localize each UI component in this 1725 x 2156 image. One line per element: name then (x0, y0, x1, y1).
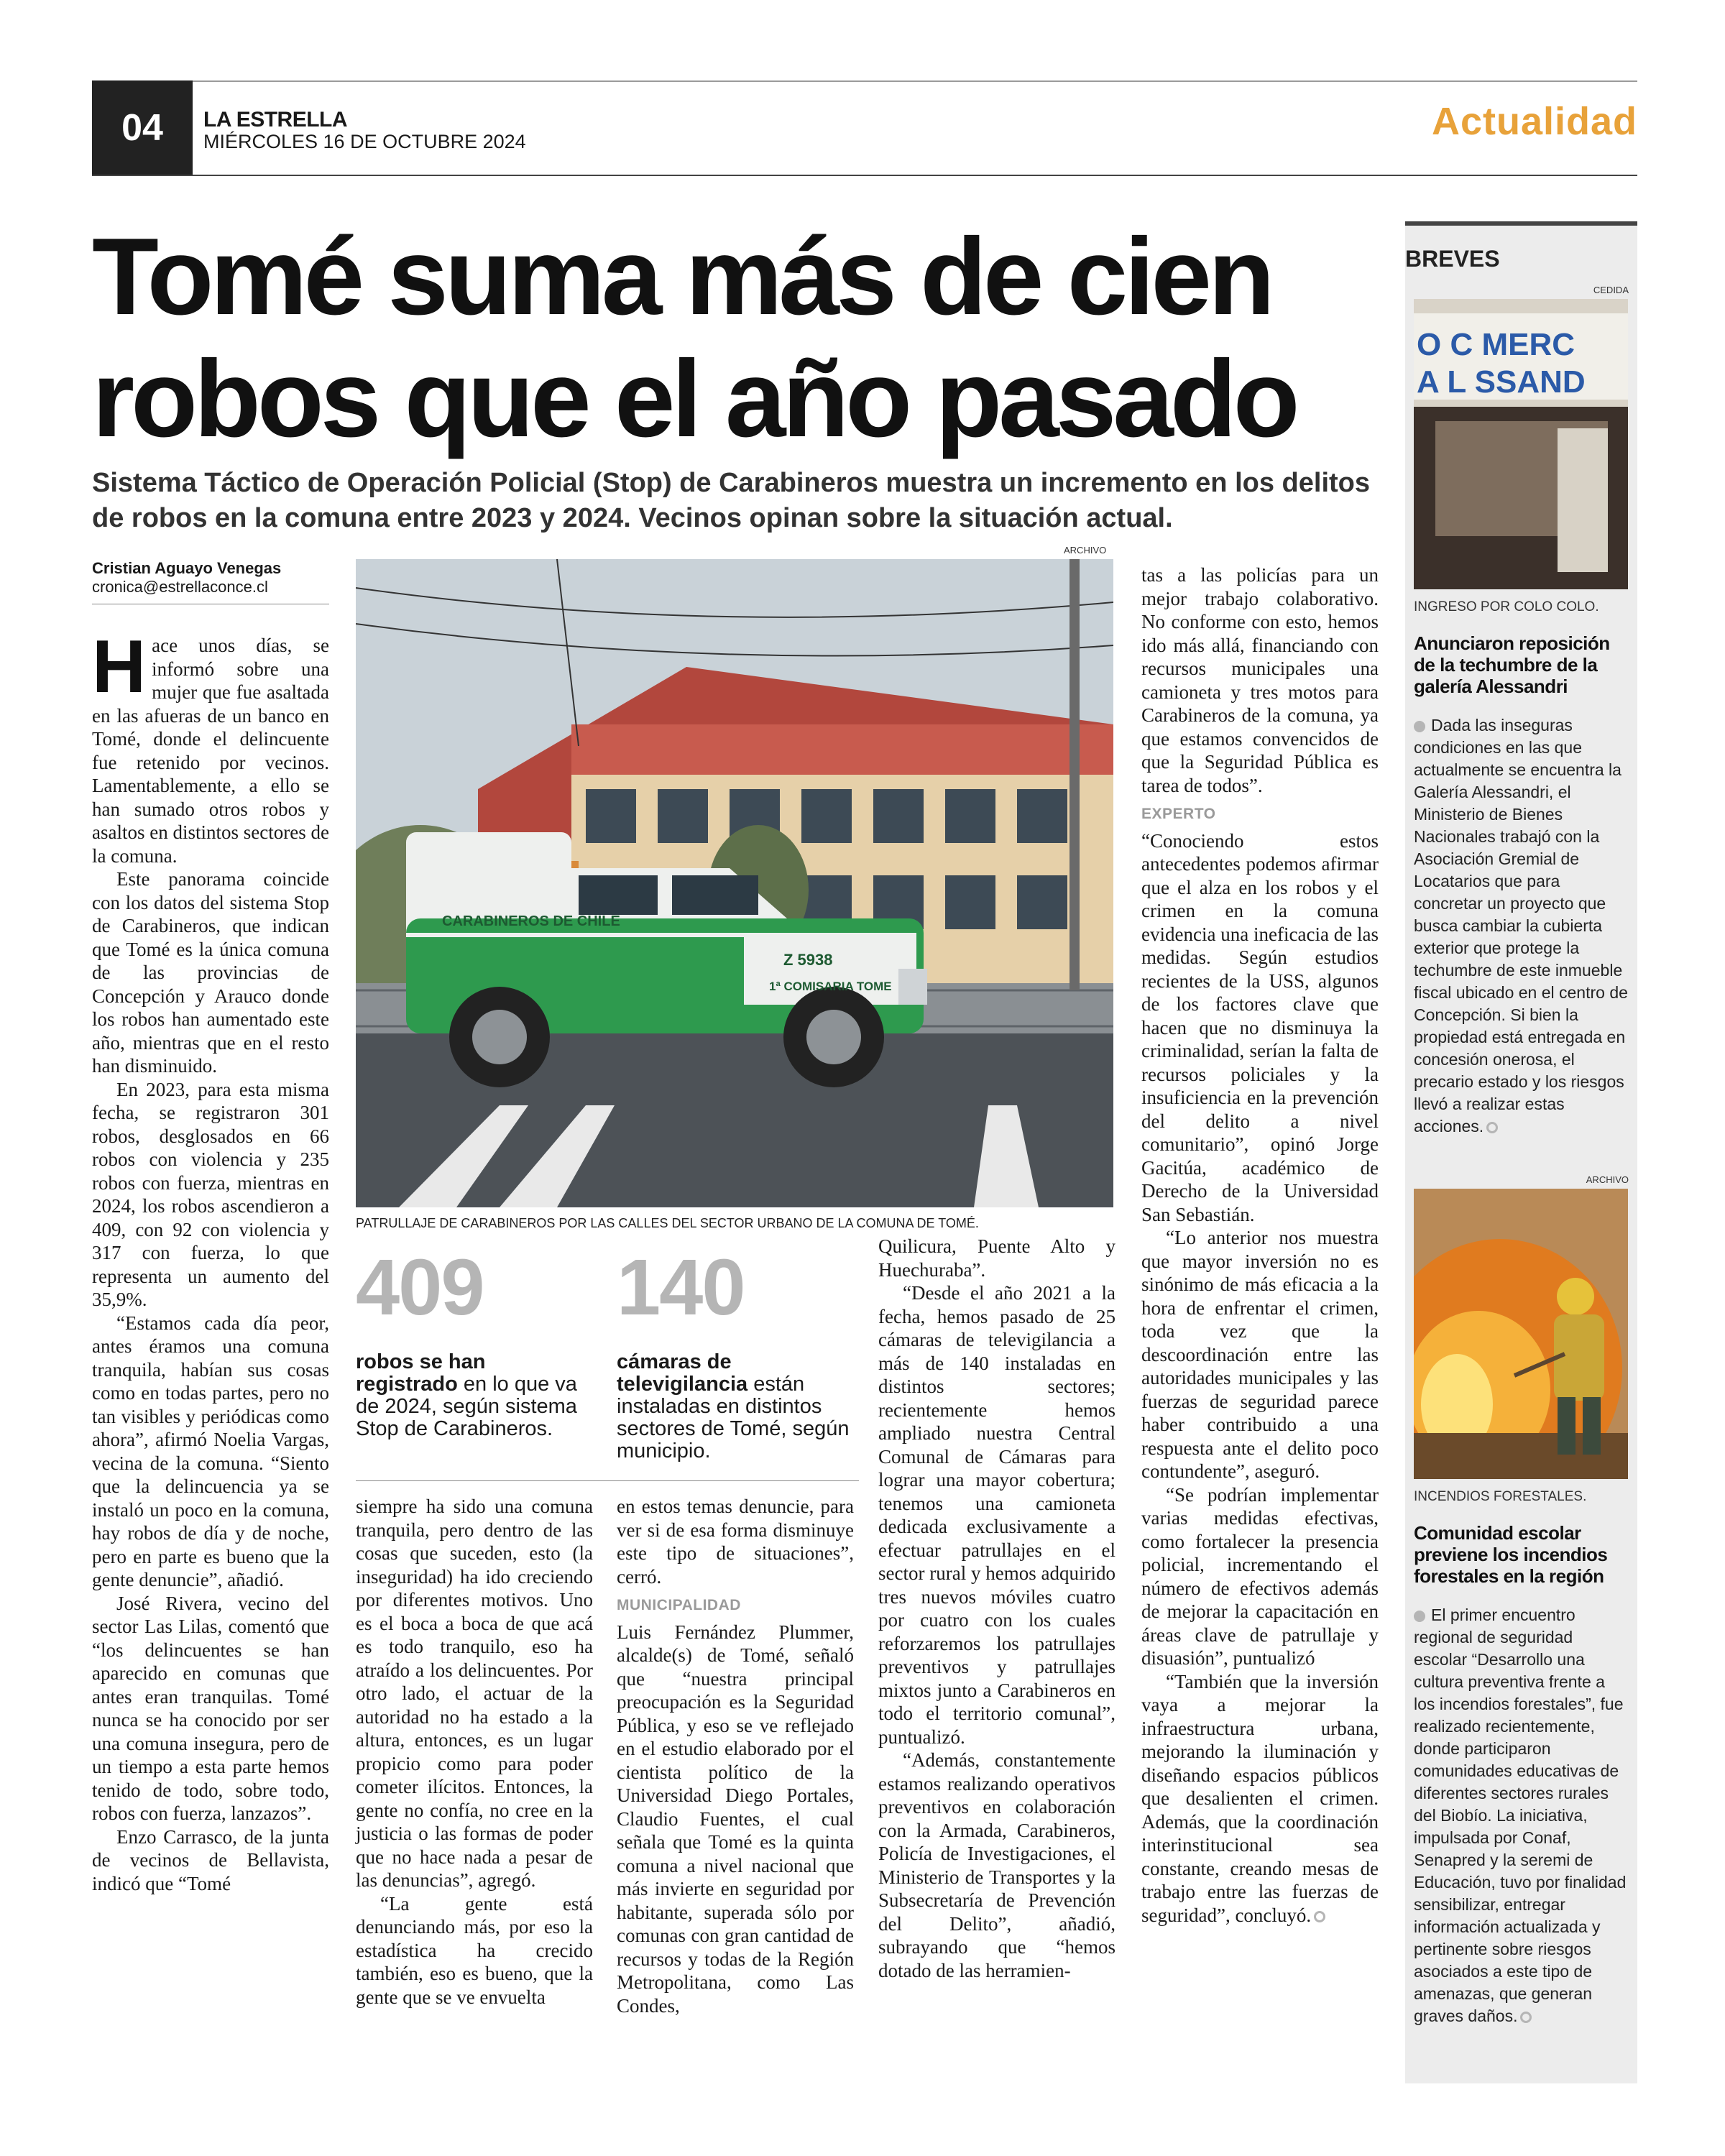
col5-para-4: “También que la inversión vaya a mejorar la infraestructura urbana, mejorando la iluminación y diseñando espacios públicos que desalienten el crimen. Además, que la coordinación interinstitucional sea constante, creando mesas de trabajo entre las fuerzas de seguridad”, concluyó. (1141, 1670, 1379, 1926)
end-mark-icon (1520, 2012, 1532, 2023)
paper-name: LA ESTRELLA (203, 108, 348, 132)
gallery-entrance-photo (1414, 299, 1628, 589)
col1-para-5: José Rivera, vecino del sector Las Lilas, comentó que “los delincuentes se han aparecido en comunas que antes eran tranquilas. Tomé nunca se ha conocido por ser una comuna insegura, pero de un tiempo a esta parte hemos tenido de todo, sobre todo, robos con fuerza, lanzazos”. (92, 1592, 329, 1824)
bullet-icon (1414, 1611, 1425, 1622)
col4-para-1: Quilicura, Puente Alto y Huechuraba”. (878, 1235, 1116, 1281)
end-mark-icon (1314, 1911, 1325, 1922)
stat2-text: cámaras de televigilancia están instaladas en distintos sectores de Tomé, según municipio. (617, 1350, 850, 1462)
col5-para-top: tas a las policías para un mejor trabajo colaborativo. No conforme con esto, hemos ido más allá, financiando con recursos municipales una camioneta y tres motos para Carabineros de la comuna, ya que estamos convencidos de que la Seguridad Pública es tarea de todos”. (1141, 564, 1379, 796)
photo-caption: PATRULLAJE DE CARABINEROS POR LAS CALLES DEL SECTOR URBANO DE LA COMUNA DE TOMÉ. (356, 1216, 979, 1230)
brief1-credit: CEDIDA (1593, 285, 1629, 295)
col5-para-2: “Lo anterior nos muestra que mayor inversión no es sinónimo de más eficacia a la hora de enfrentar el crimen, toda vez que la descoordinación entre las autoridades municipales y las fuerzas de seguridad parece haber contribuido a una respuesta ante el delito poco contundente”, aseguró. (1141, 1227, 1379, 1482)
sign-top: O C MERC (1417, 327, 1575, 362)
stat1-number: 409 (356, 1243, 484, 1332)
subhead-municipalidad: MUNICIPALIDAD (617, 1597, 741, 1613)
byline-email: cronica@estrellaconce.cl (92, 578, 268, 596)
col5-para-1: “Conociendo estos antecedentes podemos afirmar que el alza en los robos y el crimen en la comuna evidencia una ineficacia de las medidas. Según estudios recientes de la USS, algunos de los factores clave que hacen que no disminuya la criminalidad, serían la falta de recursos policiales y la insuficiencia en la prevención del delito a nivel comunitario”, opinó Jorge Gacitúa, académico de Derecho de la Universidad San Sebastián. (1141, 829, 1379, 1225)
section-title: Actualidad (1431, 100, 1637, 143)
header-bottom-rule (92, 175, 1637, 176)
sign-bottom: A L SSAND (1417, 364, 1586, 400)
stat2-number: 140 (617, 1243, 745, 1332)
brief1-caption: INGRESO POR COLO COLO. (1414, 599, 1599, 614)
truck-label: CARABINEROS DE CHILE (442, 913, 620, 929)
top-rule (92, 80, 1637, 82)
brief2-caption: INCENDIOS FORESTALES. (1414, 1489, 1587, 1504)
brief2-credit: ARCHIVO (1586, 1174, 1629, 1185)
col2-para-2: “La gente está denunciando más, por eso la estadística ha crecido también, eso es bueno, que la gente que se ve envuelta (356, 1892, 593, 2008)
stat1-text: robos se han registrado en lo que va de 2024, según sistema Stop de Carabineros. (356, 1350, 577, 1440)
col1-para-3: En 2023, para esta misma fecha, se registraron 301 robos, desglosados en 66 robos con violencia y 235 robos con fuerza, mientras en 2024, los robos ascendieron a 409, con 92 con violencia y 317 con fuerza, lo que representa un aumento del 35,9%. (92, 1078, 329, 1310)
headline-line2: robos que el año pasado (92, 338, 1297, 460)
col3-para-top: en estos temas denuncie, para ver si de esa forma disminuye este tipo de situaciones”, cerró. (617, 1496, 854, 1588)
headline-line1: Tomé suma más de cien (92, 216, 1271, 338)
bullet-icon (1414, 721, 1425, 732)
deck: Sistema Táctico de Operación Policial (Stop) de Carabineros muestra un incremento en los delitos de robos en la comuna entre 2023 y 2024. Vecinos opinan sobre la situación actual. (92, 468, 1371, 533)
drop-cap: H (92, 625, 147, 709)
col1-para-6: Enzo Carrasco, de la junta de vecinos de Bellavista, indicó que “Tomé (92, 1825, 329, 1894)
page-number: 04 (121, 107, 163, 149)
photo-credit: ARCHIVO (1064, 545, 1107, 556)
column-4 (878, 1235, 1116, 1982)
brief2-body: El primer encuentro regional de seguridad escolar “Desarrollo una cultura preventiva frente a los incendios forestales”, fue realizado recientemente, donde participaron comunidades educativas de diferentes sectores rurales del Biobío. La iniciativa, impulsada por Conaf, Senapred y la seremi de Educación, tuvo por finalidad sensibilizar, entregar información actualizada y pertinente sobre riesgos asociados a este tipo de amenazas, que generan graves daños. (1414, 1606, 1627, 2025)
firefighter-photo (1414, 1189, 1628, 1479)
col5-para-3: “Se podrían implementar varias medidas efectivas, como fortalecer la presencia policial, incrementando el número de efectivos además de mejorar la capacitación en áreas clave de patrullaje y disuasión”, puntualizó (1141, 1483, 1379, 1669)
col3-para-1: Luis Fernández Plummer, alcalde(s) de Tomé, señaló que “nuestra principal preocupación es la Seguridad Pública, y eso se ve reflejado en el estudio elaborado por el cientista político de la Universidad Diego Portales, Claudio Fuentes, el cual señala que Tomé es la quinta comuna a nivel nacional que más invierte en seguridad por habitante, superada sólo por comunas con gran cantidad de recursos y todas de la Región Metropolitana, como Las Condes, (617, 1621, 854, 2017)
main-photo (356, 559, 1113, 1207)
brief2-headline: Comunidad escolar previene los incendios forestales en la región (1414, 1522, 1608, 1587)
col4-para-2: “Desde el año 2021 a la fecha, hemos pasado de 25 cámaras de televigilancia a más de 140 instaladas en distintos sectores; recientemente hemos ampliado nuestra Central Comunal de Cámaras para lograr una mayor cobertura; tenemos una camioneta dedicada exclusivamente a efectuar patrullajes en el sector rural y hemos adquirido tres nuevos móviles cuatro por cuatro con los cuales reforzaremos los patrullajes preventivos y patrullajes mixtos junto a Carabineros en todo el territorio comunal”, puntualizó. (878, 1282, 1116, 1748)
subhead-experto: EXPERTO (1141, 806, 1216, 822)
col1-para-2: Este panorama coincide con los datos del sistema Stop de Carabineros, que indican que Tomé es la única comuna de las provincias de Concepción y Arauco donde los robos han aumentado este año, mientras que en el resto han disminuido. (92, 868, 329, 1077)
headline (92, 216, 1371, 460)
sidebar-title: BREVES (1405, 246, 1500, 272)
issue-date: MIÉRCOLES 16 DE OCTUBRE 2024 (203, 131, 526, 152)
truck-station: 1ª COMISARIA TOME (769, 980, 892, 993)
truck-plate: Z 5938 (783, 951, 833, 969)
column-2 (356, 1495, 593, 2009)
stats-rule (356, 1480, 859, 1481)
col2-para-1: siempre ha sido una comuna tranquila, pero dentro de las cosas que suceden, esto (la inseguridad) ha ido creciendo por diferentes motivos. Uno es el boca a boca de que acá es todo tranquilo, eso ha atraído a los delincuentes. Por otro lado, el actuar de la autoridad no ha estado a la altura, entonces, es un lugar propicio como para poder cometer ilícitos. Entonces, la gente no confía, no cree en la justicia o las formas de poder que no hace nada a pesar de las denuncias”, agregó. (356, 1496, 593, 1891)
end-mark-icon (1486, 1122, 1498, 1133)
brief1-body: Dada las inseguras condiciones en las que actualmente se encuentra la Galería Alessandri, el Ministerio de Bienes Nacionales trabajó con la Asociación Gremial de Locatarios que para concretar un proyecto que busca cambiar la cubierta exterior que protege la techumbre de este inmueble fiscal ubicado en el centro de Concepción. Si bien la propiedad está entregada en concesión onerosa, el precario estado y los riesgos llevó a realizar estas acciones. (1414, 716, 1628, 1135)
col4-para-3: “Además, constantemente estamos realizando operativos preventivos en colaboración con la Armada, Carabineros, Policía de Investigaciones, el Ministerio de Transportes y la Subsecretaría de Prevención del Delito”, añadió, subrayando que “hemos dotado de las herramien- (878, 1749, 1116, 1981)
page-number-box (92, 80, 193, 175)
col1-para-4: “Estamos cada día peor, antes éramos una comuna tranquila, habían sus cosas como en todas partes, pero no tan visibles y periódicas como ahora”, afirmó Noelia Vargas, vecina de la comuna. “Siento que la delincuencia ya se instaló un poco en la comuna, hay robos de día y de noche, pero en parte es bueno que la gente denuncie”, añadió. (92, 1312, 329, 1590)
brief1-photo (1414, 299, 1628, 589)
patrol-truck-photo (356, 559, 1113, 1207)
column-3 (617, 1495, 854, 2017)
column-5 (1141, 563, 1379, 1927)
brief1-headline: Anunciaron reposición de la techumbre de la galería Alessandri (1414, 632, 1610, 697)
column-1 (92, 625, 329, 2071)
sidebar-breves (1405, 221, 1637, 2083)
brief2-photo (1414, 1189, 1628, 1479)
col1-para-1: Hace unos días, se informó sobre una mujer que fue asaltada en las afueras de un banco en Tomé, donde el delincuente fue retenido por vecinos. Lamentablemente, a ello se han sumado otros robos y asaltos en distintos sectores de la comuna. (92, 625, 329, 867)
byline-name: Cristian Aguayo Venegas (92, 559, 282, 577)
